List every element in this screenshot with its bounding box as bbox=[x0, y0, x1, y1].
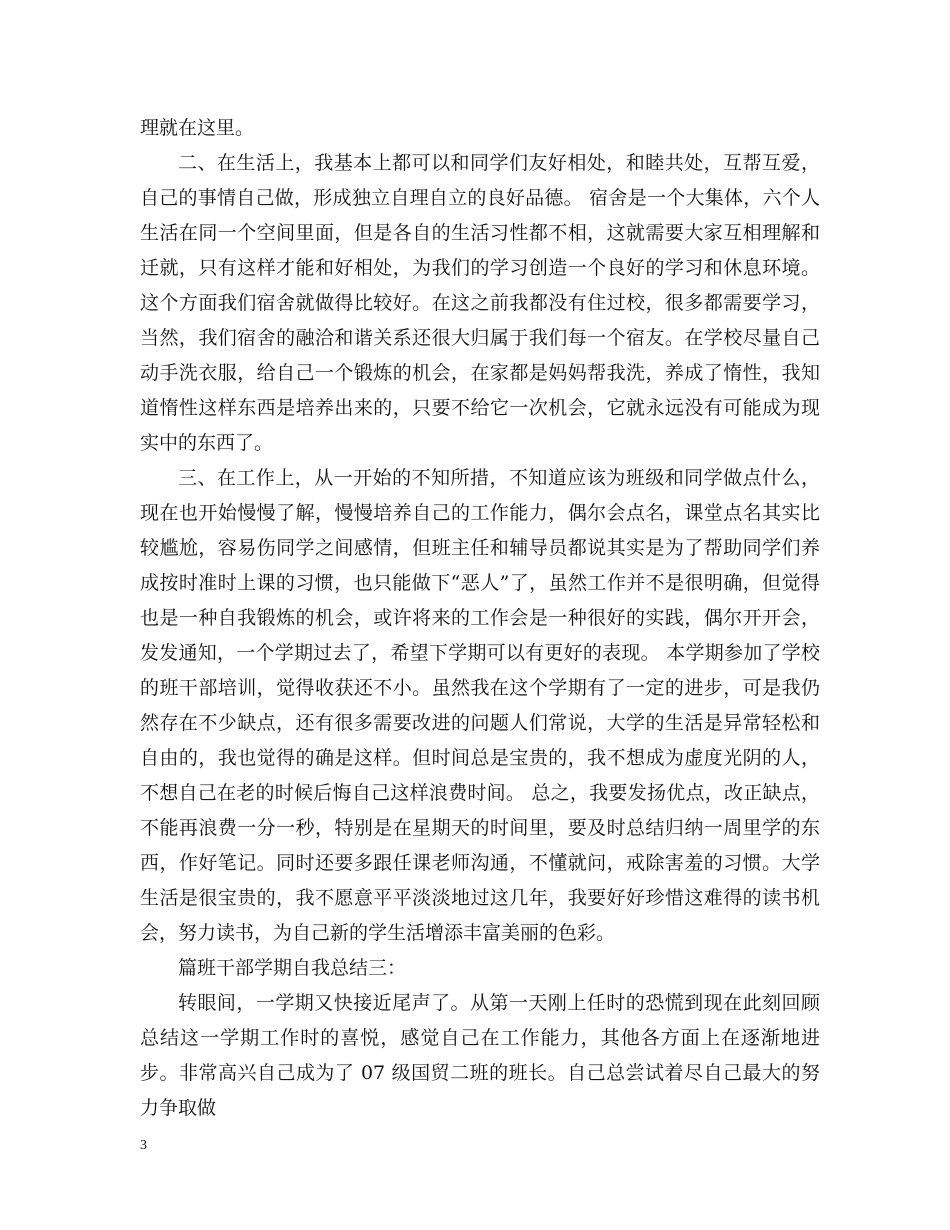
paragraph: 转眼间，一学期又快接近尾声了。从第一天刚上任时的恐慌到现在此刻回顾总结这一学期工作时的喜悦，感觉自己在工作能力，其他各方面上在逐渐地进步。非常高兴自己成为了 07 级国贸二班的班长。自己总尝试着尽自己最大的努力争取做 bbox=[140, 992, 820, 1119]
paragraph: 三、在工作上，从一开始的不知所措，不知道应该为班级和同学做点什么，现在也开始慢慢了解，慢慢培养自己的工作能力，偶尔会点名，课堂点名其实比较尴尬，容易伤同学之间感情，但班主任和辅导员都说其实是为了帮助同学们养成按时准时上课的习惯，也只能做下“恶人”了，虽然工作并不是很明确，但觉得也是一种自我锻炼的机会，或许将来的工作会是一种很好的实践，偶尔开开会，发发通知，一个学期过去了，希望下学期可以有更好的表现。 本学期参加了学校的班干部培训，觉得收获还不小。虽然我在这个学期有了一定的进步，可是我仍然存在不少缺点，还有很多需要改进的问题人们常说，大学的生活是异常轻松和自由的，我也觉得的确是这样。但时间总是宝贵的，我不想成为虚度光阴的人，不想自己在老的时候后悔自己这样浪费时间。 总之，我要发扬优点，改正缺点，不能再浪费一分一秒，特别是在星期天的时间里，要及时总结归纳一周里学的东西，作好笔记。同时还要多跟任课老师沟通，不懂就问，戒除害羞的习惯。大学生活是很宝贵的，我不愿意平平淡淡地过这几年，我要好好珍惜这难得的读书机会，努力读书，为自己新的学生活增添丰富美丽的色彩。 bbox=[140, 467, 820, 944]
document-body bbox=[140, 111, 820, 1126]
section-heading: 篇班干部学期自我总结三： bbox=[178, 957, 407, 979]
page-number: 3 bbox=[140, 1138, 147, 1153]
paragraph: 二、在生活上，我基本上都可以和同学们友好相处，和睦共处，互帮互爱，自己的事情自己做，形成独立自理自立的良好品德。 宿舍是一个大集体，六个人生活在同一个空间里面，但是各自的生活习性都不相，这就需要大家互相理解和迁就，只有这样才能和好相处，为我们的学习创造一个良好的学习和休息环境。这个方面我们宿舍就做得比较好。在这之前我都没有住过校，很多都需要学习，当然，我们宿舍的融洽和谐关系还很大归属于我们每一个宿友。在学校尽量自己动手洗衣服，给自己一个锻炼的机会，在家都是妈妈帮我洗，养成了惰性，我知道惰性这样东西是培养出来的，只要不给它一次机会，它就永远没有可能成为现实中的东西了。 bbox=[140, 152, 820, 454]
paragraph: 理就在这里。 bbox=[140, 117, 255, 139]
